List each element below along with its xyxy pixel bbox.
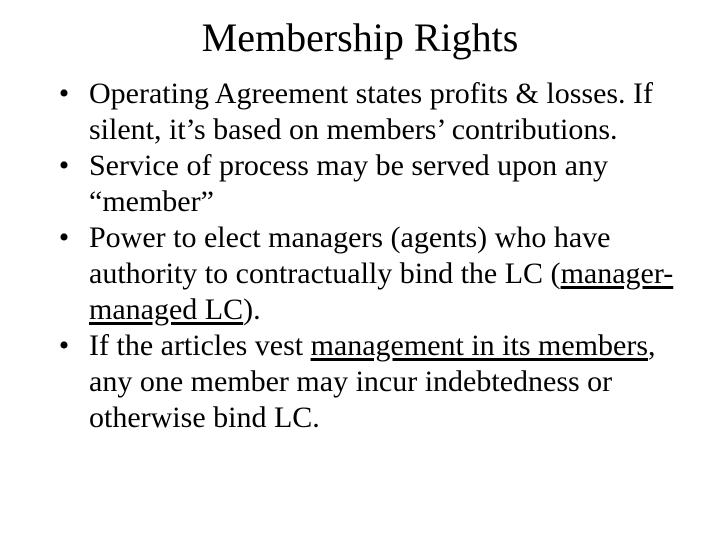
bullet-text-before: Power to elect managers (agents) who have authority to contractually bind the LC (	[89, 221, 611, 290]
bullet-text-after: ).	[243, 293, 261, 326]
bullet-list	[54, 76, 694, 436]
bullet-text: Operating Agreement states profits & losses. If silent, it’s based on members’ contributions.	[89, 77, 654, 146]
bullet-text	[89, 329, 656, 434]
bullet-icon: •	[58, 329, 70, 362]
slide-title: Membership Rights	[201, 15, 519, 60]
bullet-icon: •	[58, 149, 70, 182]
bullet-icon: •	[58, 221, 70, 254]
bullet-text: Service of process may be served upon any “member”	[89, 149, 608, 218]
underlined-term: management in its members	[310, 329, 648, 362]
bullet-icon: •	[58, 77, 70, 110]
bullet-item	[54, 148, 694, 220]
bullet-item	[54, 220, 694, 328]
underlined-term: manager-managed LC	[89, 257, 674, 326]
bullet-item	[54, 76, 694, 148]
bullet-item	[54, 328, 694, 436]
bullet-text-after: , any one member may incur indebtedness or otherwise bind LC.	[89, 329, 656, 434]
bullet-text	[89, 221, 673, 326]
bullet-text-before: If the articles vest	[89, 329, 311, 362]
